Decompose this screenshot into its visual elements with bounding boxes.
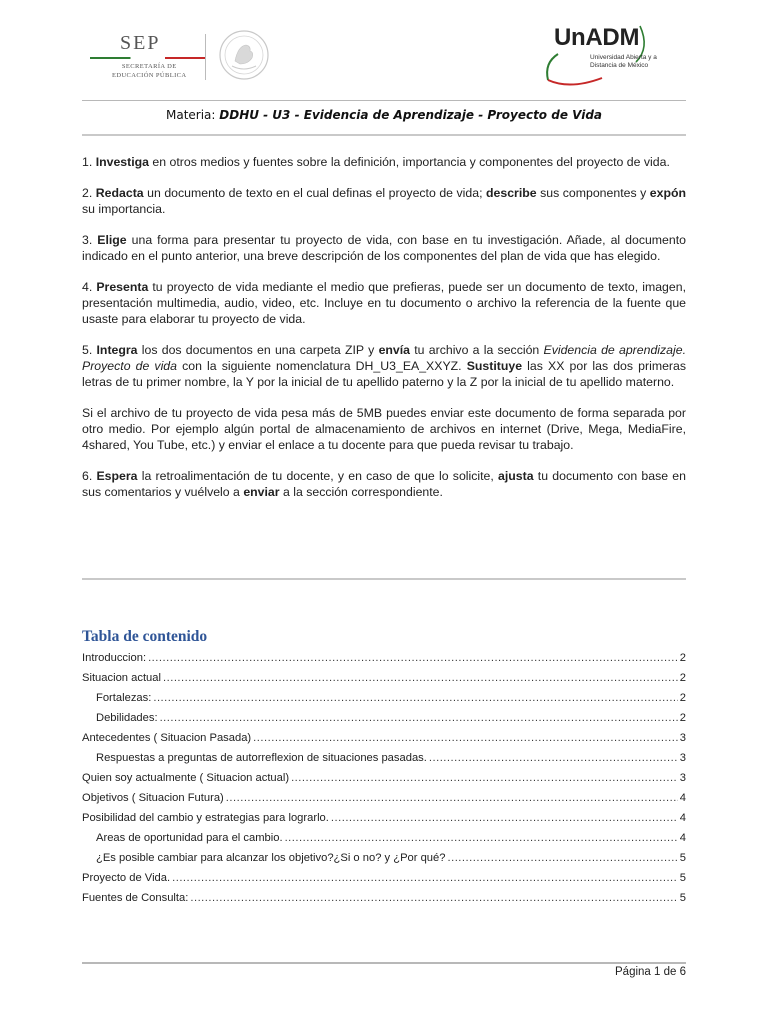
toc-entry[interactable] <box>82 708 686 728</box>
instruction-text: Si el archivo de tu proyecto de vida pesa más de 5MB puedes enviar este documento de forma separada por otro medio. Por ejemplo algún portal de almacenamiento de archivos en internet (Drive, Mega, MediaFire, 4shared, You Tube, etc.) y enviar el enlace a tu docente para que pueda revisar tu trabajo. <box>82 406 686 452</box>
subject-prefix: Materia: <box>165 108 220 122</box>
instruction-paragraph-p3 <box>82 232 686 264</box>
toc-entry-page: 4 <box>679 832 686 844</box>
sep-logo-subtitle-line1: SECRETARÍA DE <box>121 63 177 70</box>
sep-logo-title: SEP <box>120 32 161 54</box>
toc-entry-page: 2 <box>679 652 686 664</box>
toc-entry-page: 3 <box>679 772 686 784</box>
instruction-text: 6. <box>82 469 97 483</box>
toc-entry[interactable] <box>82 848 686 868</box>
instruction-keyword: ajusta <box>498 469 534 483</box>
instruction-text: la retroalimentación de tu docente, y en caso de que lo solicite, <box>137 469 499 483</box>
instruction-text: 3. <box>82 233 98 247</box>
toc-entry-page: 2 <box>679 712 686 724</box>
toc-entry-leader <box>148 648 678 668</box>
instruction-paragraph-p6 <box>82 405 686 453</box>
instruction-paragraph-p4 <box>82 279 686 327</box>
instruction-text: 4. <box>82 280 97 294</box>
toc-entry-leader <box>226 788 678 808</box>
toc-entry[interactable] <box>82 788 686 808</box>
header-divider <box>82 100 686 101</box>
toc-entry-leader <box>291 768 678 788</box>
toc-entry[interactable] <box>82 868 686 888</box>
toc-entry-page: 5 <box>679 852 686 864</box>
toc-entry[interactable] <box>82 748 686 768</box>
toc-entry[interactable] <box>82 808 686 828</box>
toc-entry-label: Respuestas a preguntas de autorreflexion de situaciones pasadas. <box>96 752 427 764</box>
toc-entry-label: Situacion actual <box>82 672 161 684</box>
toc-entry-label: ¿Es posible cambiar para alcanzar los objetivo?¿Si o no? y ¿Por qué? <box>96 852 446 864</box>
instruction-text: tu proyecto de vida mediante el medio que prefieras, puede ser un documento de texto, imagen, presentación multimedia, audio, video, etc. Incluye en tu documento o archivo la referencia de la fuente que usaste para elaborar tu proyecto de vida. <box>82 280 686 326</box>
page-header <box>0 0 768 100</box>
toc-entry[interactable] <box>82 648 686 668</box>
sep-logo-stripe <box>90 57 205 59</box>
toc-entry-label: Fortalezas: <box>96 692 152 704</box>
footer-divider <box>82 962 686 964</box>
instruction-paragraph-p2 <box>82 185 686 217</box>
instruction-keyword: Redacta <box>95 186 144 200</box>
toc-entry-label: Fuentes de Consulta: <box>82 892 189 904</box>
instruction-text: sus componentes y <box>536 186 650 200</box>
instruction-text: en otros medios y fuentes sobre la definición, importancia y componentes del proyecto de vida. <box>149 155 670 169</box>
toc-entry-leader <box>253 728 678 748</box>
toc-entry-label: Quien soy actualmente ( Situacion actual) <box>82 772 290 784</box>
instruction-keyword: expón <box>649 186 686 200</box>
toc-entry-page: 3 <box>679 752 686 764</box>
instruction-text: con la siguiente nomenclatura DH_U3_EA_XXYZ. <box>176 359 467 373</box>
instruction-text: tu documento con base en sus comentarios y vuélvelo a <box>82 469 686 499</box>
toc-entry-leader <box>447 848 677 868</box>
unadm-logo <box>540 18 660 93</box>
instruction-text: los dos documentos en una carpeta ZIP y <box>137 343 379 357</box>
sep-logo <box>90 32 205 82</box>
instruction-text: 5. <box>82 343 97 357</box>
instruction-text: un documento de texto en el cual definas el proyecto de vida; <box>143 186 487 200</box>
toc-entry-leader <box>153 688 677 708</box>
instruction-keyword: enviar <box>243 485 280 499</box>
instruction-text: 1. <box>82 155 96 169</box>
subject-line <box>0 108 768 122</box>
instruction-paragraph-p1 <box>82 154 686 170</box>
toc-entry-label: Objetivos ( Situacion Futura) <box>82 792 224 804</box>
unadm-logo-title: UnADM <box>554 24 640 51</box>
toc-entry-label: Antecedentes ( Situacion Pasada) <box>82 732 252 744</box>
mexico-coat-of-arms-icon <box>218 28 270 82</box>
toc-entry-leader <box>160 708 678 728</box>
unadm-logo-subtitle-line1: Universidad Abierta y a <box>590 54 657 61</box>
toc-entry-leader <box>331 808 678 828</box>
toc-entry-leader <box>285 828 678 848</box>
instruction-text: tu archivo a la sección <box>410 343 544 357</box>
toc-entry-leader <box>429 748 678 768</box>
toc-entry[interactable] <box>82 728 686 748</box>
page-number: Página 1 de 6 <box>615 966 686 978</box>
subject-divider <box>82 134 686 136</box>
sep-logo-subtitle <box>112 62 187 80</box>
table-of-contents <box>82 648 686 908</box>
instruction-paragraph-p7 <box>82 468 686 500</box>
toc-entry[interactable] <box>82 828 686 848</box>
toc-entry-leader <box>163 668 678 688</box>
toc-entry[interactable] <box>82 668 686 688</box>
toc-entry[interactable] <box>82 768 686 788</box>
instruction-keyword: Presenta <box>96 280 149 294</box>
instruction-paragraph-p5 <box>82 342 686 390</box>
instruction-text: a la sección correspondiente. <box>279 485 443 499</box>
toc-entry-page: 3 <box>679 732 686 744</box>
toc-entry-leader <box>172 868 678 888</box>
toc-entry-page: 4 <box>679 812 686 824</box>
instruction-keyword: Sustituye <box>466 359 523 373</box>
instruction-keyword: Elige <box>97 233 127 247</box>
unadm-logo-subtitle-line2: Distancia de México <box>590 62 649 69</box>
sep-logo-subtitle-line2: EDUCACIÓN PÚBLICA <box>112 72 187 79</box>
instruction-keyword: Espera <box>96 469 138 483</box>
toc-entry-label: Introduccion: <box>82 652 147 664</box>
instructions-section <box>82 154 686 515</box>
toc-entry-page: 4 <box>679 792 686 804</box>
unadm-logo-subtitle <box>590 54 657 70</box>
instruction-text: las XX por las dos primeras letras de tu primer nombre, la Y por la inicial de tu apellido paterno y la Z por la inicial de tu apellido materno. <box>82 359 686 389</box>
instruction-text: su importancia. <box>82 202 166 216</box>
subject-title: DDHU - U3 - Evidencia de Aprendizaje - Proyecto de Vida <box>219 108 603 122</box>
toc-entry-label: Posibilidad del cambio y estrategias para lograrlo. <box>82 812 329 824</box>
logo-divider <box>205 34 206 80</box>
instruction-keyword: describe <box>486 186 537 200</box>
instruction-keyword: envía <box>378 343 411 357</box>
toc-entry[interactable] <box>82 688 686 708</box>
instruction-text: una forma para presentar tu proyecto de vida, con base en tu investigación. Añade, al documento indicado en el punto anterior, una breve descripción de los componentes del plan de vida que has elegido. <box>82 233 686 263</box>
instruction-text: 2. <box>82 186 96 200</box>
toc-entry-label: Proyecto de Vida. <box>82 872 171 884</box>
toc-entry-leader <box>190 888 677 908</box>
toc-entry-page: 2 <box>679 692 686 704</box>
instructions-divider <box>82 578 686 580</box>
instruction-keyword: Investiga <box>95 155 149 169</box>
toc-entry-label: Debilidades: <box>96 712 158 724</box>
toc-entry-page: 2 <box>679 672 686 684</box>
instruction-emphasis: Evidencia de aprendizaje. Proyecto de vida <box>82 343 687 373</box>
toc-entry[interactable] <box>82 888 686 908</box>
toc-entry-label: Areas de oportunidad para el cambio. <box>96 832 283 844</box>
toc-title: Tabla de contenido <box>82 628 208 645</box>
toc-entry-page: 5 <box>679 892 686 904</box>
instruction-keyword: Integra <box>96 343 138 357</box>
toc-entry-page: 5 <box>679 872 686 884</box>
